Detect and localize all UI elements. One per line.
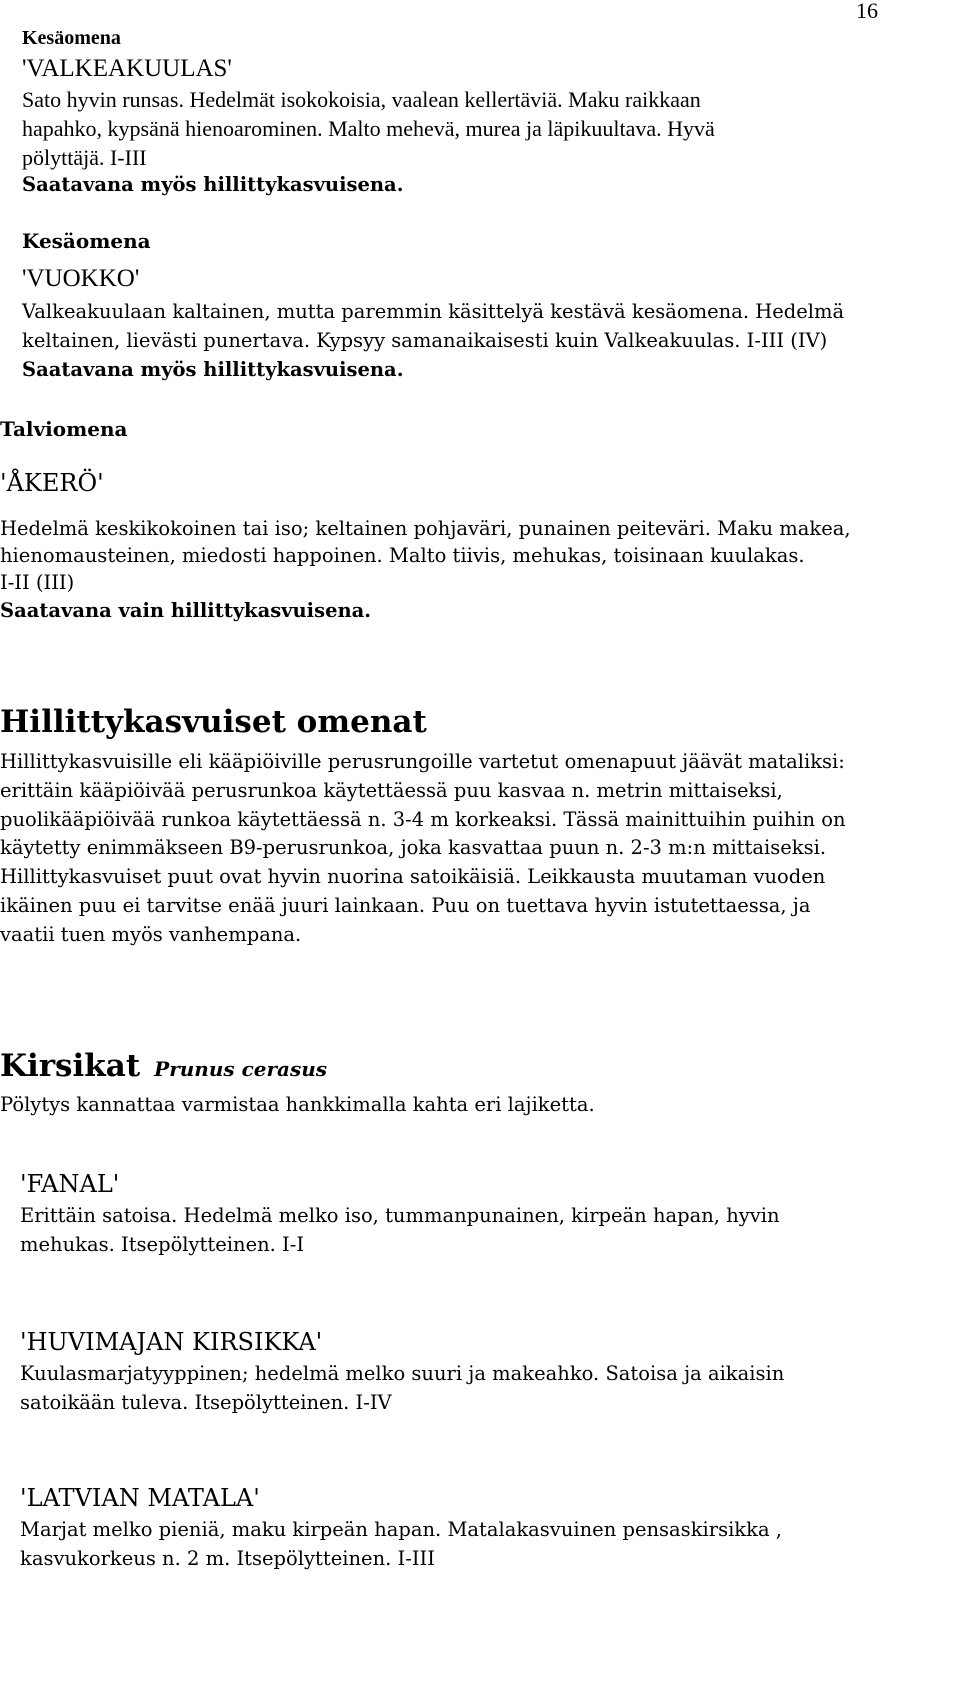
description-line: pölyttäjä. I-III	[22, 145, 147, 170]
latin-name: Prunus cerasus	[154, 1057, 328, 1081]
description-line: Hedelmä keskikokoinen tai iso; keltainen pohjaväri, punainen peiteväri. Maku makea,	[0, 516, 851, 540]
variety-name: 'LATVIAN MATALA'	[20, 1484, 260, 1512]
availability-note: Saatavana vain hillittykasvuisena.	[0, 598, 372, 622]
variety-name: 'VUOKKO'	[22, 264, 140, 292]
variety-latvian-matala	[20, 1480, 782, 1573]
description-line: hienomausteinen, miedosti happoinen. Malto tiivis, mehukas, toisinaan kuulakas.	[0, 543, 805, 567]
variety-name: 'ÅKERÖ'	[0, 468, 104, 497]
paragraph-line: Hillittykasvuisille eli kääpiöiville perusrungoille vartetut omenapuut jäävät mataliksi:	[0, 750, 845, 773]
cherries-section	[0, 1044, 595, 1119]
description-line: Valkeakuulaan kaltainen, mutta paremmin käsittelyä kestävä kesäomena. Hedelmä	[22, 299, 845, 323]
cherries-heading: Kirsikat	[0, 1048, 141, 1084]
description-line: keltainen, lievästi punertava. Kypsyy samanaikaisesti kuin Valkeakuulas. I-III (IV)	[22, 328, 828, 352]
category-label: Kesäomena	[22, 229, 151, 253]
category-label: Kesäomena	[22, 27, 121, 49]
description-line: hapahko, kypsänä hienoarominen. Malto mehevä, murea ja läpikuultava. Hyvä	[22, 116, 715, 141]
description-line: Kuulasmarjatyyppinen; hedelmä melko suuri ja makeahko. Satoisa ja aikaisin	[20, 1362, 785, 1385]
dwarf-apples-section	[0, 700, 846, 950]
paragraph-line: vaatii tuen myös vanhempana.	[0, 922, 302, 946]
variety-valkeakuulas	[22, 24, 715, 199]
availability-note: Saatavana myös hillittykasvuisena.	[22, 357, 404, 381]
paragraph-line: Hillittykasvuiset puut ovat hyvin nuorina satoikäisiä. Leikkausta muutaman vuoden	[0, 865, 826, 889]
variety-akero	[0, 416, 851, 625]
variety-fanal	[20, 1166, 780, 1259]
paragraph-line: käytetty enimmäkseen B9-perusrunkoa, joka kasvattaa puun n. 2-3 m:n mittaiseksi.	[0, 836, 827, 860]
paragraph-line: ikäinen puu ei tarvitse enää juuri lainkaan. Puu on tuettava hyvin istutettaessa, ja	[0, 893, 811, 917]
variety-name: 'VALKEAKUULAS'	[22, 55, 232, 82]
variety-name: 'HUVIMAJAN KIRSIKKA'	[20, 1328, 323, 1356]
category-label: Talviomena	[0, 417, 128, 441]
description-line: satoikään tuleva. Itsepölytteinen. I-IV	[20, 1390, 392, 1414]
section-heading	[0, 1044, 595, 1091]
availability-note: Saatavana myös hillittykasvuisena.	[22, 173, 404, 196]
paragraph-line: erittäin kääpiöivää perusrunkoa käytettäessä puu kasvaa n. metrin mittaiseksi,	[0, 778, 783, 802]
variety-huvimajan-kirsikka	[20, 1324, 784, 1417]
description-line: mehukas. Itsepölytteinen. I-I	[20, 1232, 305, 1256]
variety-vuokko	[22, 228, 844, 384]
description-line: kasvukorkeus n. 2 m. Itsepölytteinen. I-III	[20, 1546, 435, 1570]
paragraph-line: puolikääpiöivää runkoa käytettäessä n. 3-4 m korkeaksi. Tässä mainittuihin puihin on	[0, 807, 846, 831]
section-heading: Hillittykasvuiset omenat	[0, 704, 427, 740]
description-line: Sato hyvin runsas. Hedelmät isokokoisia, vaalean kellertäviä. Maku raikkaan	[22, 87, 701, 112]
page-number: 16	[856, 0, 878, 23]
description-line: Erittäin satoisa. Hedelmä melko iso, tummanpunainen, kirpeän hapan, hyvin	[20, 1204, 780, 1227]
description-line: Marjat melko pieniä, maku kirpeän hapan. Matalakasvuinen pensaskirsikka ,	[20, 1518, 782, 1541]
variety-name: 'FANAL'	[20, 1170, 120, 1198]
intro-text: Pölytys kannattaa varmistaa hankkimalla kahta eri lajiketta.	[0, 1093, 595, 1116]
description-line: I-II (III)	[0, 570, 75, 594]
